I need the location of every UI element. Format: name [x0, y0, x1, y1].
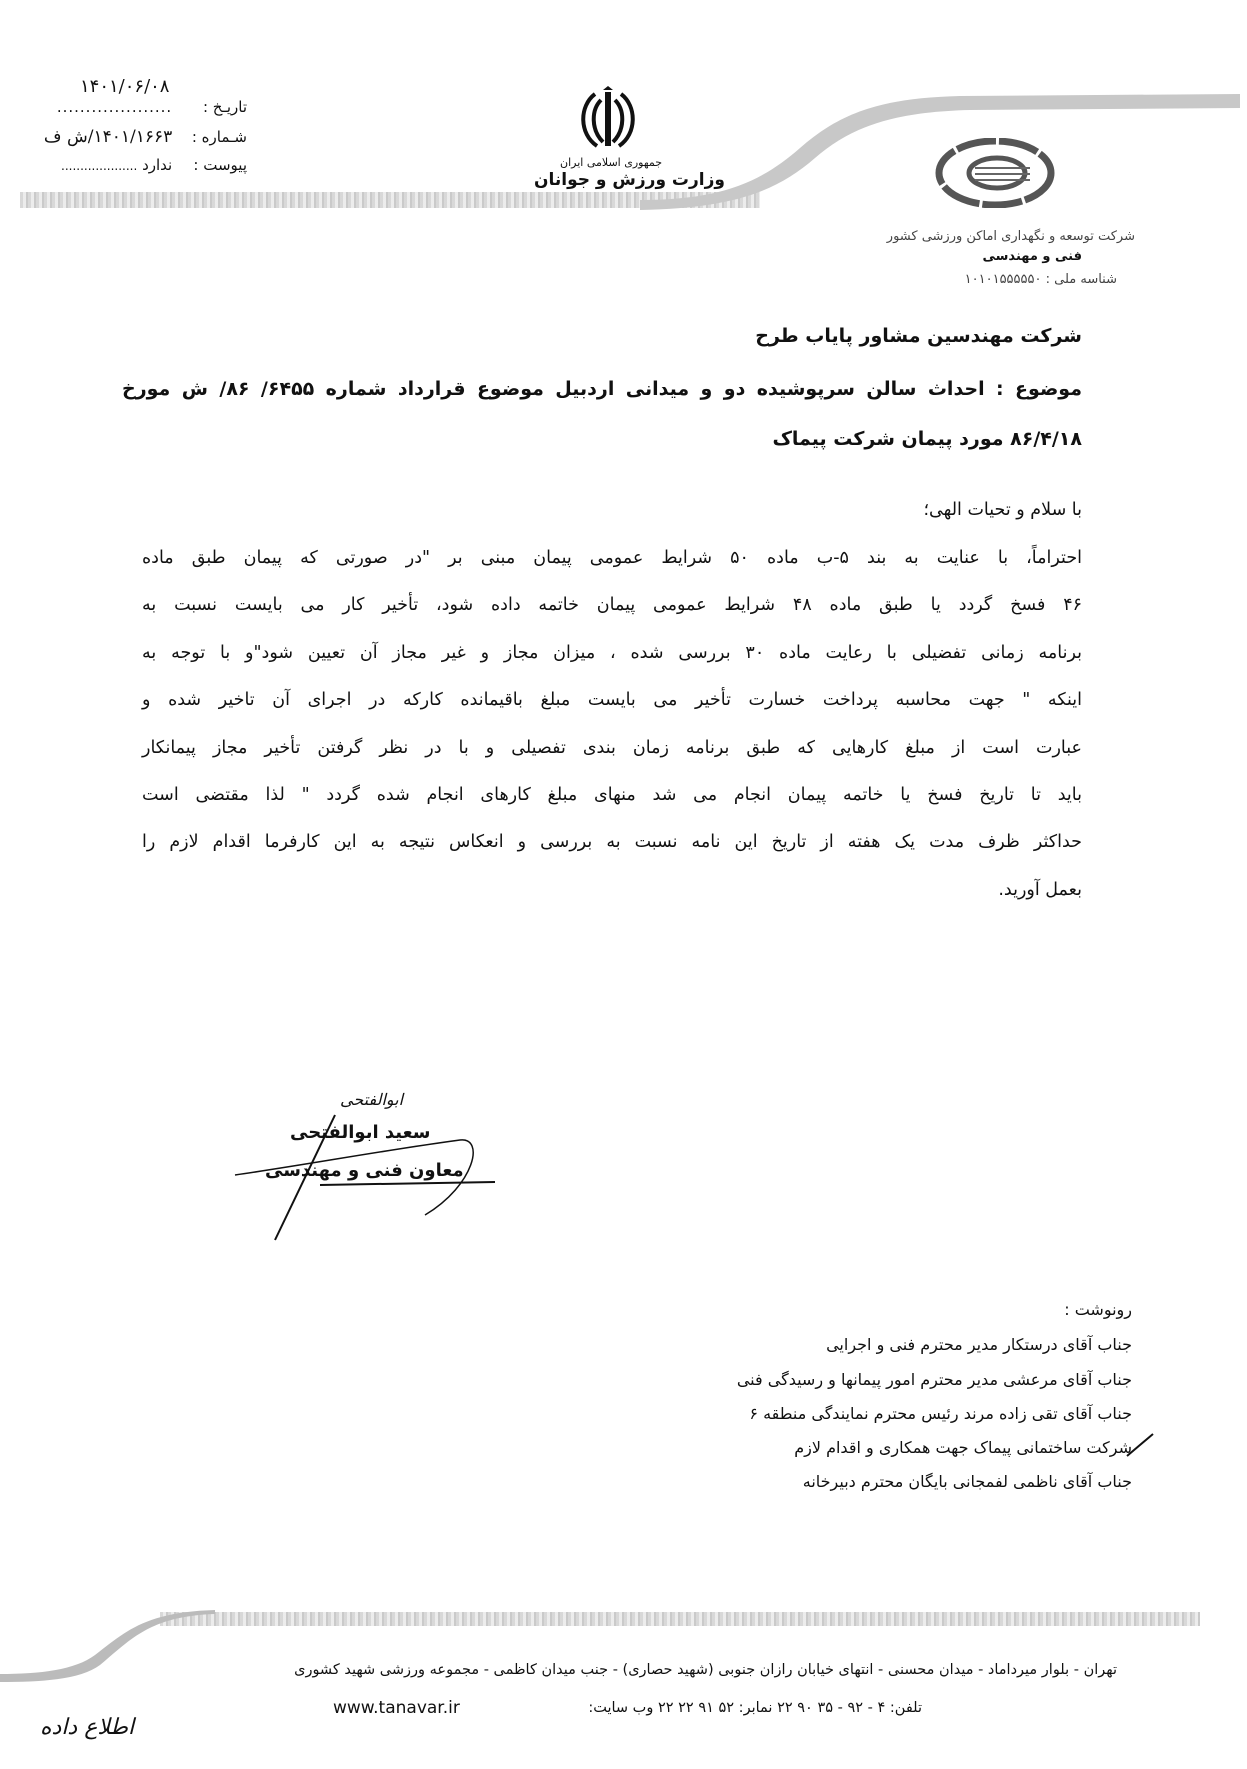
footer-contact — [588, 1700, 922, 1716]
checkmark-icon — [1125, 1430, 1155, 1460]
department-name: فنی و مهندسی — [982, 249, 1082, 264]
body-line: احتراماً، با عنایت به بند ۵-ب ماده ۵۰ شرایط عمومی پیمان مبنی بر "در صورتی که پیمان طبق ماده — [142, 548, 1082, 568]
attachment-value: ندارد — [142, 156, 173, 174]
company-name: شرکت توسعه و نگهداری اماکن ورزشی کشور — [886, 229, 1135, 244]
cc-item: جناب آقای تقی زاده مرند رئیس محترم نمایندگی منطقه ۶ — [749, 1404, 1132, 1423]
subject-line-1: موضوع : احداث سالن سرپوشیده دو و میدانی اردبیل موضوع قرارداد شماره ۶۴۵۵/ ۸۶/ ش مورخ — [122, 378, 1082, 400]
number-value: ۱۴۰۱/۱۶۶۳/ش ف — [43, 127, 173, 147]
signatory-name: سعید ابوالفتحی — [290, 1122, 431, 1143]
footer-band-curve — [0, 1610, 220, 1690]
body-line: حداکثر ظرف مدت یک هفته از تاریخ این نامه نسبت به بررسی و انعکاس نتیجه به این کارفرما اقدام لازم را — [142, 832, 1082, 852]
cc-item: شرکت ساختمانی پیماک جهت همکاری و اقدام لازم — [794, 1438, 1132, 1457]
subject-line-2: ۸۶/۴/۱۸ مورد پیمان شرکت پیماک — [772, 428, 1082, 450]
recipient: شرکت مهندسین مشاور پایاب طرح — [755, 325, 1082, 347]
body-line: باید تا تاریخ فسخ یا خاتمه پیمان انجام می شد منهای مبلغ کارهای انجام شده گردد " لذا مقتضی است — [142, 785, 1082, 805]
signatory-title: معاون فنی و مهندسی — [265, 1160, 464, 1181]
handwritten-signature: ابوالفتحی — [340, 1090, 404, 1109]
number-field: شـماره : ۱۴۰۱/۱۶۶۳/ش ف — [43, 127, 247, 147]
footer-address: تهران - بلوار میرداماد - میدان محسنی - انتهای خیابان رازان جنوبی (شهید حصاری) - جنب میدان کاظمی - مجموعه ورزشی شهید کشوری — [294, 1662, 1117, 1678]
body-line: ۴۶ فسخ گردد یا طبق ماده ۴۸ شرایط عمومی پیمان خاتمه داده شود، تأخیر کار می بایست نسبت به — [142, 595, 1082, 615]
footer-website[interactable]: www.tanavar.ir — [333, 1698, 460, 1718]
footer-band — [160, 1612, 1200, 1626]
cc-label: رونوشت : — [1064, 1300, 1132, 1319]
cc-item: جناب آقای مرعشی مدیر محترم امور پیمانها و رسیدگی فنی — [736, 1370, 1132, 1389]
attachment-field: پیوست : ندارد .................... — [61, 156, 247, 174]
iran-emblem-icon — [575, 86, 641, 152]
body-line: برنامه زمانی تفضیلی با رعایت ماده ۳۰ بررسی شده ، میزان مجاز و غیر مجاز آن تعیین شود"و با توجه به — [142, 643, 1083, 663]
greeting: با سلام و تحیات الهی؛ — [923, 500, 1082, 520]
national-id: شناسه ملی : ۱۰۱۰۱۵۵۵۵۵۰ — [964, 272, 1117, 287]
body-line: عبارت است از مبلغ کارهایی که طبق برنامه زمان بندی تفصیلی و با در نظر گرفتن تأخیر مجاز پیمانکار — [142, 738, 1082, 758]
body-line: بعمل آورید. — [998, 880, 1082, 900]
ministry-title: وزارت ورزش و جوانان — [534, 170, 725, 190]
cc-item: جناب آقای ناظمی لفمجانی بایگان محترم دبیرخانه — [802, 1472, 1132, 1491]
cc-item: جناب آقای درستکار مدیر محترم فنی و اجرایی — [826, 1335, 1132, 1354]
footer-phone: تلفن: ۴ - ۹۲ - ۳۵ ۹۰ ۲۲ نمابر: ۵۲ ۹۱ ۲۲ ۲۲ وب سایت: — [588, 1700, 922, 1716]
date-value: ۱۴۰۱/۰۶/۰۸ — [80, 76, 170, 97]
handwritten-note: اطلاع داده — [40, 1715, 135, 1740]
body-line: اینکه " جهت محاسبه پرداخت خسارت تأخیر می بایست مبلغ باقیمانده کارکه در اجرای آن تاخیر شده و — [142, 690, 1082, 710]
republic-label: جمهوری اسلامی ایران — [560, 156, 663, 169]
company-logo-icon — [935, 138, 1055, 208]
date-field: تاریـخ : .................... — [56, 98, 247, 116]
